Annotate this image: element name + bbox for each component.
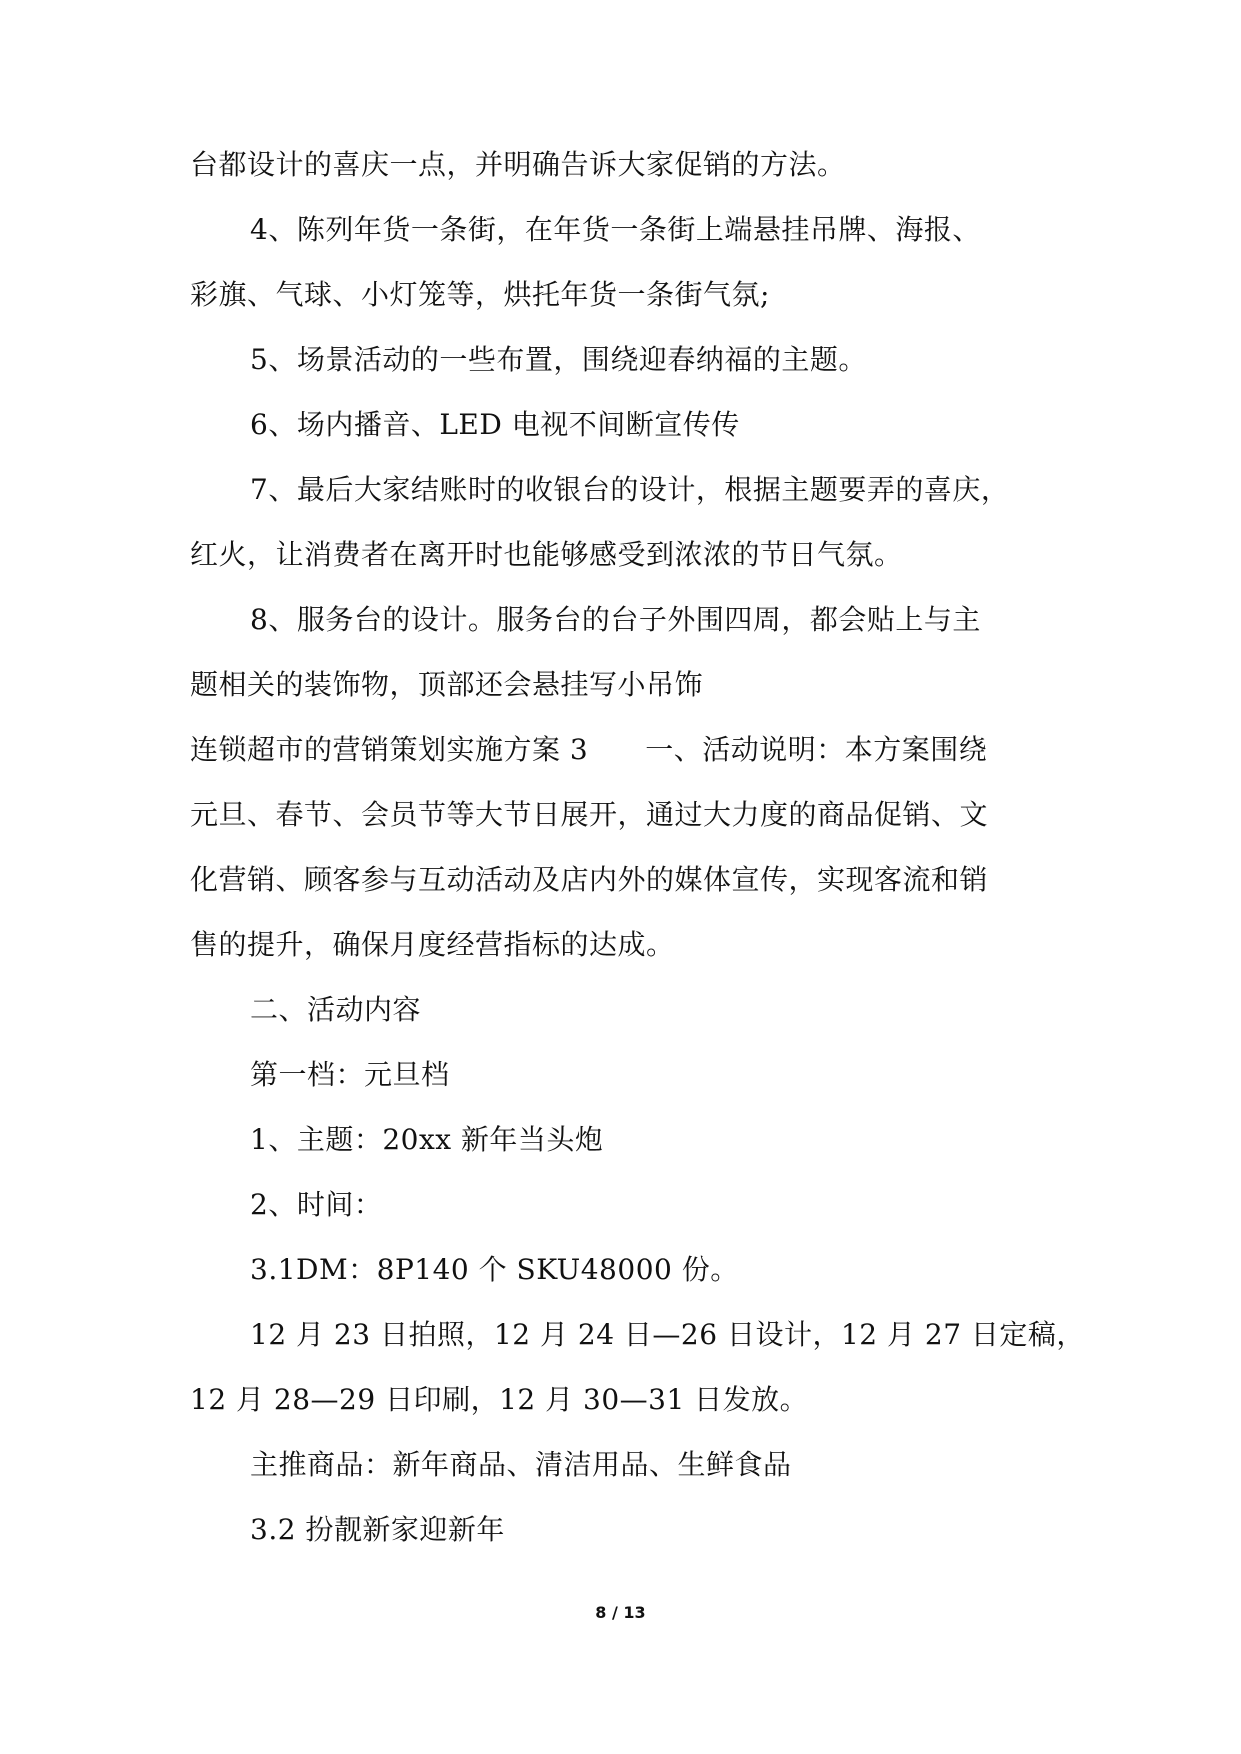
text-line: 12 月 28—29 日印刷，12 月 30—31 日发放。 [190,1383,809,1416]
heading-line: 二、活动内容 [250,993,422,1026]
text-line: 化营销、顾客参与互动活动及店内外的媒体宣传，实现客流和销 [190,863,989,896]
text-line: 题相关的装饰物，顶部还会悬挂写小吊饰 [190,668,704,701]
text-line: 台都设计的喜庆一点，并明确告诉大家促销的方法。 [190,148,846,181]
text-line: 售的提升，确保月度经营指标的达成。 [190,928,675,961]
text-line: 3.1DM：8P140 个 SKU48000 份。 [250,1253,739,1286]
text-line: 主推商品：新年商品、清洁用品、生鲜食品 [250,1448,792,1481]
text-line: 6、场内播音、LED 电视不间断宣传传 [250,408,740,441]
text-line: 元旦、春节、会员节等大节日展开，通过大力度的商品促销、文 [190,798,989,831]
text-line: 3.2 扮靓新家迎新年 [250,1513,505,1546]
document-body [190,148,1085,1580]
page-number: 8 / 13 [595,1603,646,1622]
text-line: 8、服务台的设计。服务台的台子外围四周，都会贴上与主 [250,603,981,636]
text-line: 2、时间： [250,1188,383,1221]
text-line: 12 月 23 日拍照，12 月 24 日—26 日设计，12 月 27 日定稿， [250,1318,1085,1351]
text-line: 红火，让消费者在离开时也能够感受到浓浓的节日气氛。 [190,538,903,571]
text-line: 4、陈列年货一条街，在年货一条街上端悬挂吊牌、海报、 [250,213,981,246]
text-line: 7、最后大家结账时的收银台的设计，根据主题要弄的喜庆， [250,473,1010,506]
section-title-line: 连锁超市的营销策划实施方案 3 一、活动说明：本方案围绕 [190,733,988,766]
text-line: 彩旗、气球、小灯笼等，烘托年货一条街气氛; [190,278,770,311]
text-line: 1、主题：20xx 新年当头炮 [250,1123,604,1156]
heading-line: 第一档：元旦档 [250,1058,450,1091]
text-line: 5、场景活动的一些布置，围绕迎春纳福的主题。 [250,343,867,376]
